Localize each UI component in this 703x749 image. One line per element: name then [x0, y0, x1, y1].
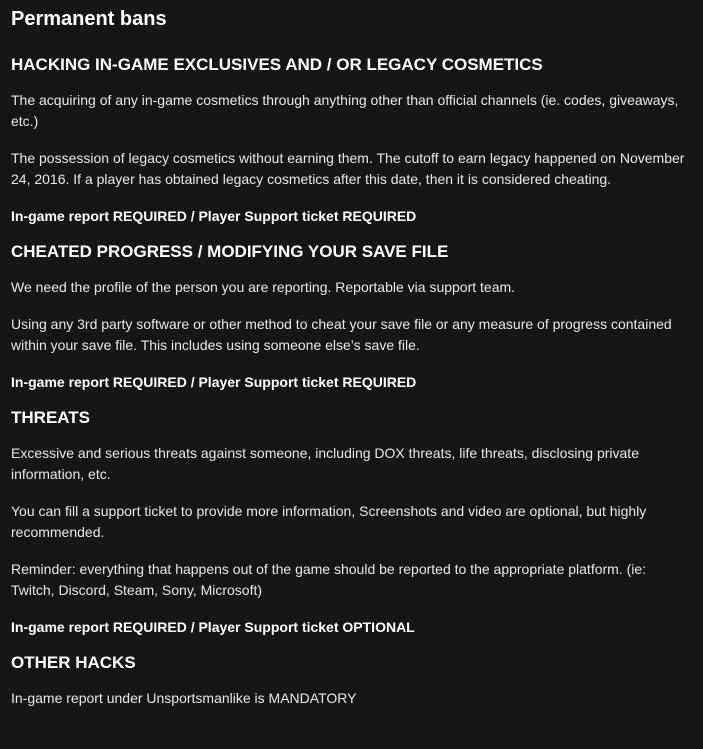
section-other-hacks	[11, 652, 692, 709]
section-hacking-cosmetics	[11, 54, 692, 227]
section-title: THREATS	[11, 408, 91, 427]
section-cheated-progress	[11, 241, 692, 393]
paragraph: You can fill a support ticket to provide more information, Screenshots and video are optional, but highly recommended.	[11, 503, 647, 540]
section-title: HACKING IN-GAME EXCLUSIVES AND / OR LEGACY COSMETICS	[11, 55, 543, 74]
paragraph: Excessive and serious threats against someone, including DOX threats, life threats, disclosing private information, etc.	[11, 445, 639, 482]
paragraph: In-game report under Unsportsmanlike is MANDATORY	[11, 690, 357, 706]
paragraph: We need the profile of the person you are reporting. Reportable via support team.	[11, 279, 516, 295]
section-title: OTHER HACKS	[11, 653, 136, 672]
paragraph: Using any 3rd party software or other method to cheat your save file or any measure of progress contained within your save file. This includes using someone else’s save file.	[11, 316, 672, 353]
paragraph: The acquiring of any in-game cosmetics through anything other than official channels (ie. codes, giveaways, etc.)	[11, 92, 679, 129]
section-threats	[11, 407, 692, 638]
requirement-note: In-game report REQUIRED / Player Support ticket OPTIONAL	[11, 619, 415, 635]
section-title: CHEATED PROGRESS / MODIFYING YOUR SAVE FILE	[11, 242, 449, 261]
paragraph: Reminder: everything that happens out of the game should be reported to the appropriate platform. (ie: Twitch, Discord, Steam, Sony, Microsoft)	[11, 561, 647, 598]
requirement-note: In-game report REQUIRED / Player Support ticket REQUIRED	[11, 374, 417, 390]
paragraph: The possession of legacy cosmetics without earning them. The cutoff to earn legacy happened on November 24, 2016. If a player has obtained legacy cosmetics after this date, then it is considered cheating.	[11, 150, 685, 187]
requirement-note: In-game report REQUIRED / Player Support ticket REQUIRED	[11, 208, 417, 224]
page-title: Permanent bans	[11, 8, 167, 30]
